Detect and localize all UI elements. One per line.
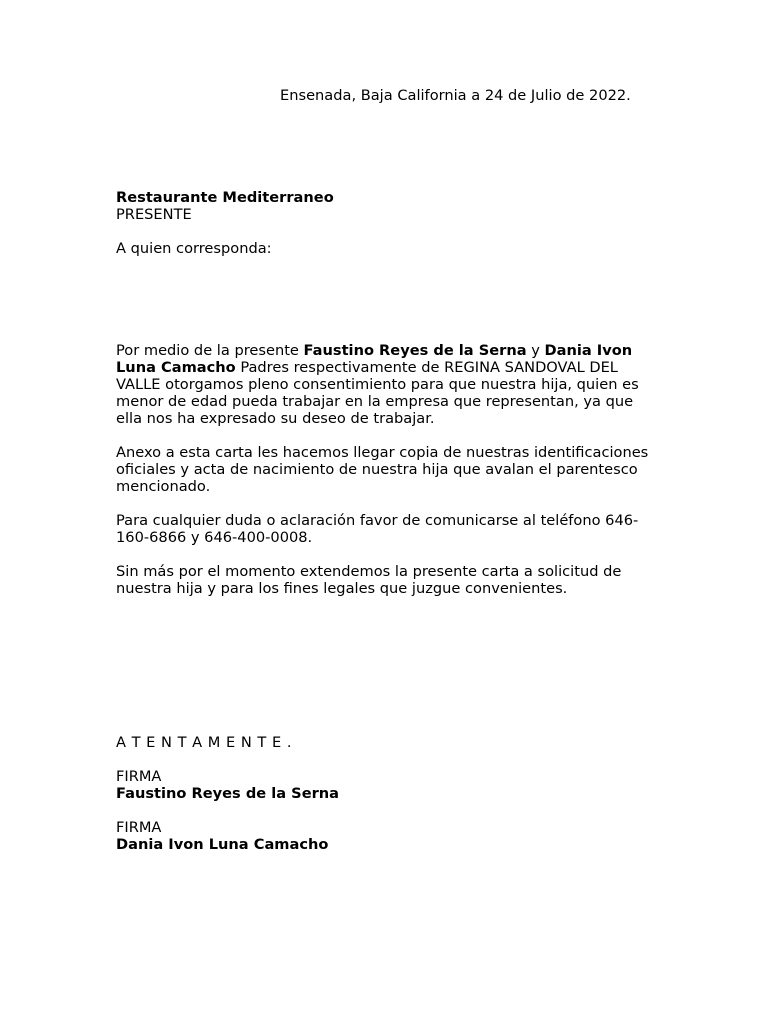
date-line: Ensenada, Baja California a 24 de Julio de 2022. xyxy=(280,87,631,104)
salutation: A quien corresponda: xyxy=(116,240,272,257)
recipient-presente: PRESENTE xyxy=(116,206,192,223)
letter-body xyxy=(116,342,656,614)
mother-name: Dania Ivon Luna Camacho xyxy=(116,342,633,376)
paragraph-consent xyxy=(116,342,656,427)
signature-block-mother xyxy=(116,819,656,853)
recipient-name: Restaurante Mediterraneo xyxy=(116,189,334,206)
signature-block-father xyxy=(116,768,656,802)
paragraph-closing-remarks: Sin más por el momento extendemos la presente carta a solicitud de nuestra hija y para los fines legales que juzgue convenientes. xyxy=(116,563,622,597)
father-name: Faustino Reyes de la Serna xyxy=(303,342,527,359)
paragraph-consent-intro: Por medio de la presente xyxy=(116,342,304,359)
signature-name: Faustino Reyes de la Serna xyxy=(116,785,340,802)
signature-label: FIRMA xyxy=(116,768,162,785)
paragraph-consent-rest: Padres respectivamente de REGINA SANDOVAL DEL VALLE otorgamos pleno consentimiento para que nuestra hija, quien es menor de edad pueda trabajar en la empresa que representan, ya que ella nos ha expresado su deseo de trabajar. xyxy=(116,359,639,427)
paragraph-contact: Para cualquier duda o aclaración favor de comunicarse al teléfono 646-160-6866 y 646-400-0008. xyxy=(116,512,639,546)
closing: A T E N T A M E N T E . xyxy=(116,734,292,751)
paragraph-consent-conjunction: y xyxy=(526,342,545,359)
recipient-block xyxy=(116,189,656,223)
signature-label: FIRMA xyxy=(116,819,162,836)
signature-name: Dania Ivon Luna Camacho xyxy=(116,836,329,853)
paragraph-attachments: Anexo a esta carta les hacemos llegar copia de nuestras identificaciones oficiales y acta de nacimiento de nuestra hija que avalan el parentesco mencionado. xyxy=(116,444,649,495)
